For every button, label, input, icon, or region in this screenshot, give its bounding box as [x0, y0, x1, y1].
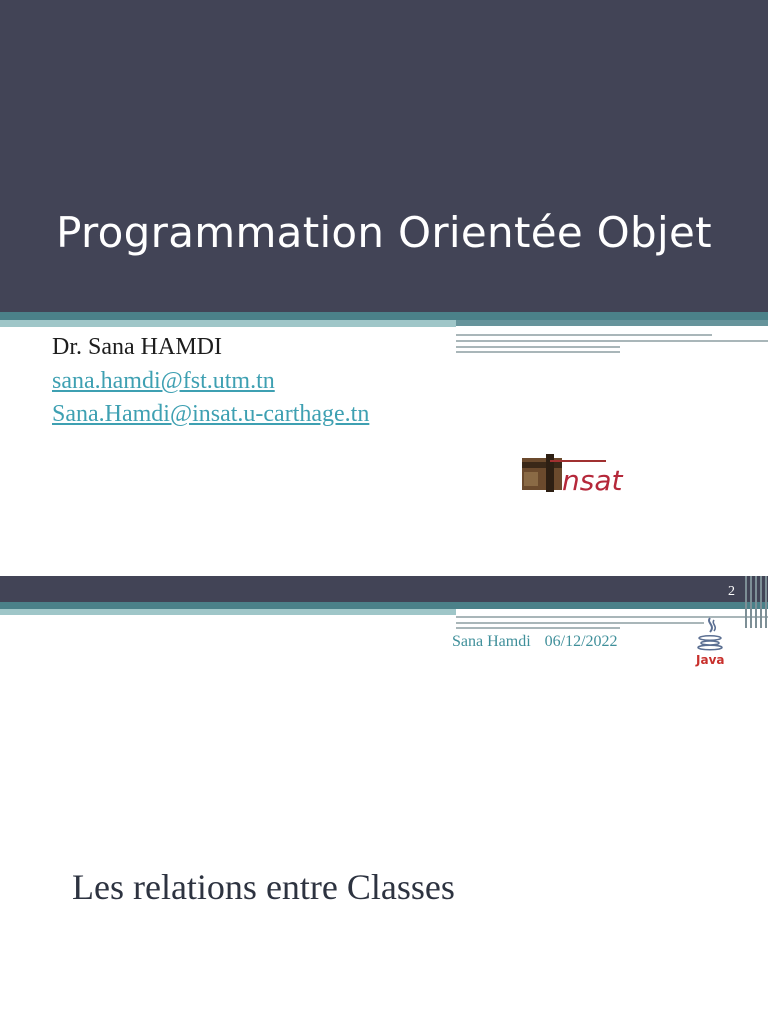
email-link[interactable]: sana.hamdi@fst.utm.tn	[52, 368, 275, 394]
decor-line	[456, 340, 768, 342]
decor-line	[456, 627, 620, 629]
slide2-accent-bar	[0, 609, 456, 615]
title-accent-bar-right	[456, 320, 768, 326]
slide2-header-bar	[0, 602, 768, 609]
title-band	[0, 0, 768, 312]
java-logo-icon	[690, 614, 730, 670]
decor-line	[456, 622, 704, 624]
insat-logo	[516, 440, 626, 510]
decor-line	[456, 334, 712, 336]
title-underline-bar	[0, 312, 768, 320]
slide2-corner-stripes	[745, 576, 768, 628]
email-link[interactable]: Sana.Hamdi@insat.u-carthage.tn	[52, 401, 370, 427]
logo-text: nsat	[562, 464, 623, 497]
footer-author: Sana Hamdi	[452, 633, 531, 650]
section-title: Les relations entre Classes	[72, 867, 455, 907]
presentation-title: Programmation Orientée Objet	[56, 208, 712, 257]
slide-number: 2	[728, 584, 735, 599]
title-accent-bar	[0, 320, 456, 327]
java-logo-text: Java	[696, 653, 725, 667]
slide-footer	[452, 633, 618, 651]
footer-date: 06/12/2022	[544, 633, 618, 650]
decor-line	[456, 346, 620, 348]
slide2-header-band	[0, 576, 768, 602]
author-name: Dr. Sana HAMDI	[52, 334, 222, 360]
decor-line	[456, 351, 620, 353]
